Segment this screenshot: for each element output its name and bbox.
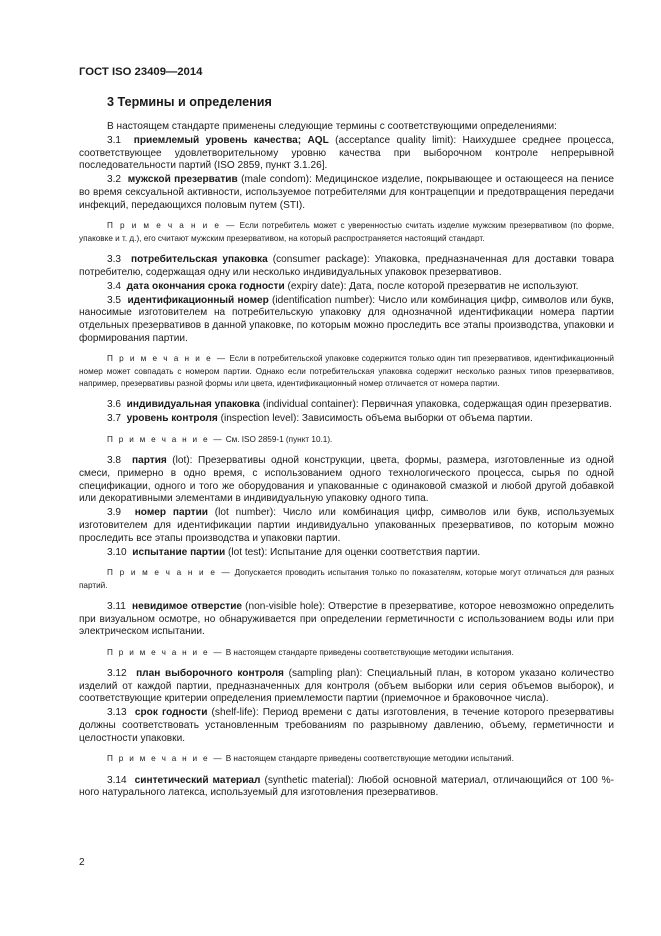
note: П р и м е ч а н и е — Если в потребительской упаковке содержится только один тип презервативов, идентификационный номер может совпадать с номером партии. Однако если потребительская упаковка содержит несколько разных типов презервативов, например, презервативы разной формы или цвета, идентификационный номер отличается от номера партии.	[79, 354, 614, 388]
definition-3-14: 3.14 синтетический материал (synthetic material): Любой основной материал, отличающийся от 100 %-ного натурального латекса, используемый для изготовления презервативов.	[79, 774, 615, 799]
definition-3-10: 3.10 испытание партии (lot test): Испытание для оценки соответствия партии.	[107, 546, 481, 558]
definition-3-9: 3.9 номер партии (lot number): Число или комбинация цифр, символов или букв, используемых изготовителем для идентификации партии индивидуально упакованных презервативов, по которым можно проследить все этапы производства и упаковки партии.	[79, 507, 614, 544]
term: партия	[132, 455, 167, 467]
term: срок годности	[134, 707, 208, 719]
term: дата окончания срока годности	[126, 280, 285, 292]
note: П р и м е ч а н и е — В настоящем стандарте приведены соответствующие методики испытаний.	[107, 754, 514, 764]
definition-3-12: 3.12 план выборочного контроля (sampling plan): Специальный план, в котором указано количество изделий от каждой партии, предназначенных для контроля (объем выборки или серия объемов выборок), и соответствующие критерии определения приемлемости партии (приемочное и браковочное числа).	[79, 668, 614, 705]
term: мужской презерватив	[127, 174, 238, 186]
note: П р и м е ч а н и е — В настоящем стандарте приведены соответствующие методики испытания.	[107, 647, 514, 657]
term: номер партии	[134, 507, 208, 519]
term: приемлемый уровень качества; AQL	[133, 135, 329, 147]
note: П р и м е ч а н и е — См. ISO 2859-1 (пункт 10.1).	[107, 435, 333, 445]
definition-3-5: 3.5 идентификационный номер (identification number): Число или комбинация цифр, символов или букв, наносимые изготовителем на потребительскую упаковку для однозначной идентификации номера партии отдельных презервативов в данной упаковке, по которым можно проследить все этапы производства, упаковки и формирования партии.	[79, 294, 614, 344]
term: уровень контроля	[126, 413, 218, 425]
definition-3-7: 3.7 уровень контроля (inspection level): Зависимость объема выборки от объема партии.	[107, 413, 533, 425]
note: П р и м е ч а н и е — Если потребитель может с уверенностью считать изделие мужским презервативом (по форме, упаковке и т. д.), его считают мужским презервативом, на который распространяется настоящий стандарт.	[79, 221, 614, 243]
term: потребительская упаковка	[131, 253, 268, 265]
definition-3-3: 3.3 потребительская упаковка (consumer package): Упаковка, предназначенная для доставки товара потребителю, содержащая одну или несколько индивидуальных упаковок презервативов.	[79, 253, 615, 278]
document-header: ГОСТ ISO 23409—2014	[79, 66, 203, 78]
term: невидимое отверстие	[132, 601, 243, 612]
term: план выборочного контроля	[136, 668, 284, 680]
term: идентификационный номер	[127, 294, 269, 306]
definition-3-13: 3.13 срок годности (shelf-life): Период времени с даты изготовления, в течение которого презервативы должны соответствовать установленным требованиям по разрывному давлению, объему, герметичности и целостности упаковки.	[79, 707, 615, 744]
document-body	[79, 121, 614, 801]
note: П р и м е ч а н и е — Допускается проводить испытания только по показателям, которые могут отличаться для разных партий.	[79, 568, 614, 590]
definition-3-1: 3.1 приемлемый уровень качества; AQL (acceptance quality limit): Наихудшее среднее процесса, соответствующее удовлетворительному уровню качества при выборочном контроле непрерывной последовательности партий (ISO 2859, пункт 3.1.26].	[79, 135, 615, 172]
definition-3-11: 3.11 невидимое отверстие (non-visible hole): Отверстие в презервативе, которое невозможно определить при визуальном осмотре, но обнаруживается при определении герметичности с использованием воды или при электрическом испытании.	[79, 601, 614, 638]
page-number: 2	[79, 857, 85, 868]
definition-3-8: 3.8 партия (lot): Презервативы одной конструкции, цвета, формы, размера, изготовленные из одной смеси, примерно в одно время, с использованием одного технологического процесса, сырья по одной спецификации, одного и того же оборудования и упакованные с одинаковой смазкой и любой другой добавкой или декоративными элементами в индивидуальную упаковку одного типа.	[79, 455, 614, 505]
term: индивидуальная упаковка	[126, 399, 260, 411]
intro-paragraph: В настоящем стандарте применены следующие термины с соответствующими определениями:	[107, 121, 557, 132]
definition-3-2: 3.2 мужской презерватив (male condom): Медицинское изделие, покрывающее и остающееся на пенисе во время сексуальной активности, используемое потребителями для контрацепции и предотвращения передачи инфекций, передающихся половым путем (STI).	[79, 174, 615, 211]
section-title: 3 Термины и определения	[107, 95, 272, 109]
term: испытание партии	[132, 546, 226, 558]
term: синтетический материал	[134, 774, 261, 786]
definition-3-6: 3.6 индивидуальная упаковка (individual container): Первичная упаковка, содержащая один презерватив.	[107, 399, 612, 411]
definition-3-4: 3.4 дата окончания срока годности (expiry date): Дата, после которой презерватив не используют.	[107, 280, 579, 292]
